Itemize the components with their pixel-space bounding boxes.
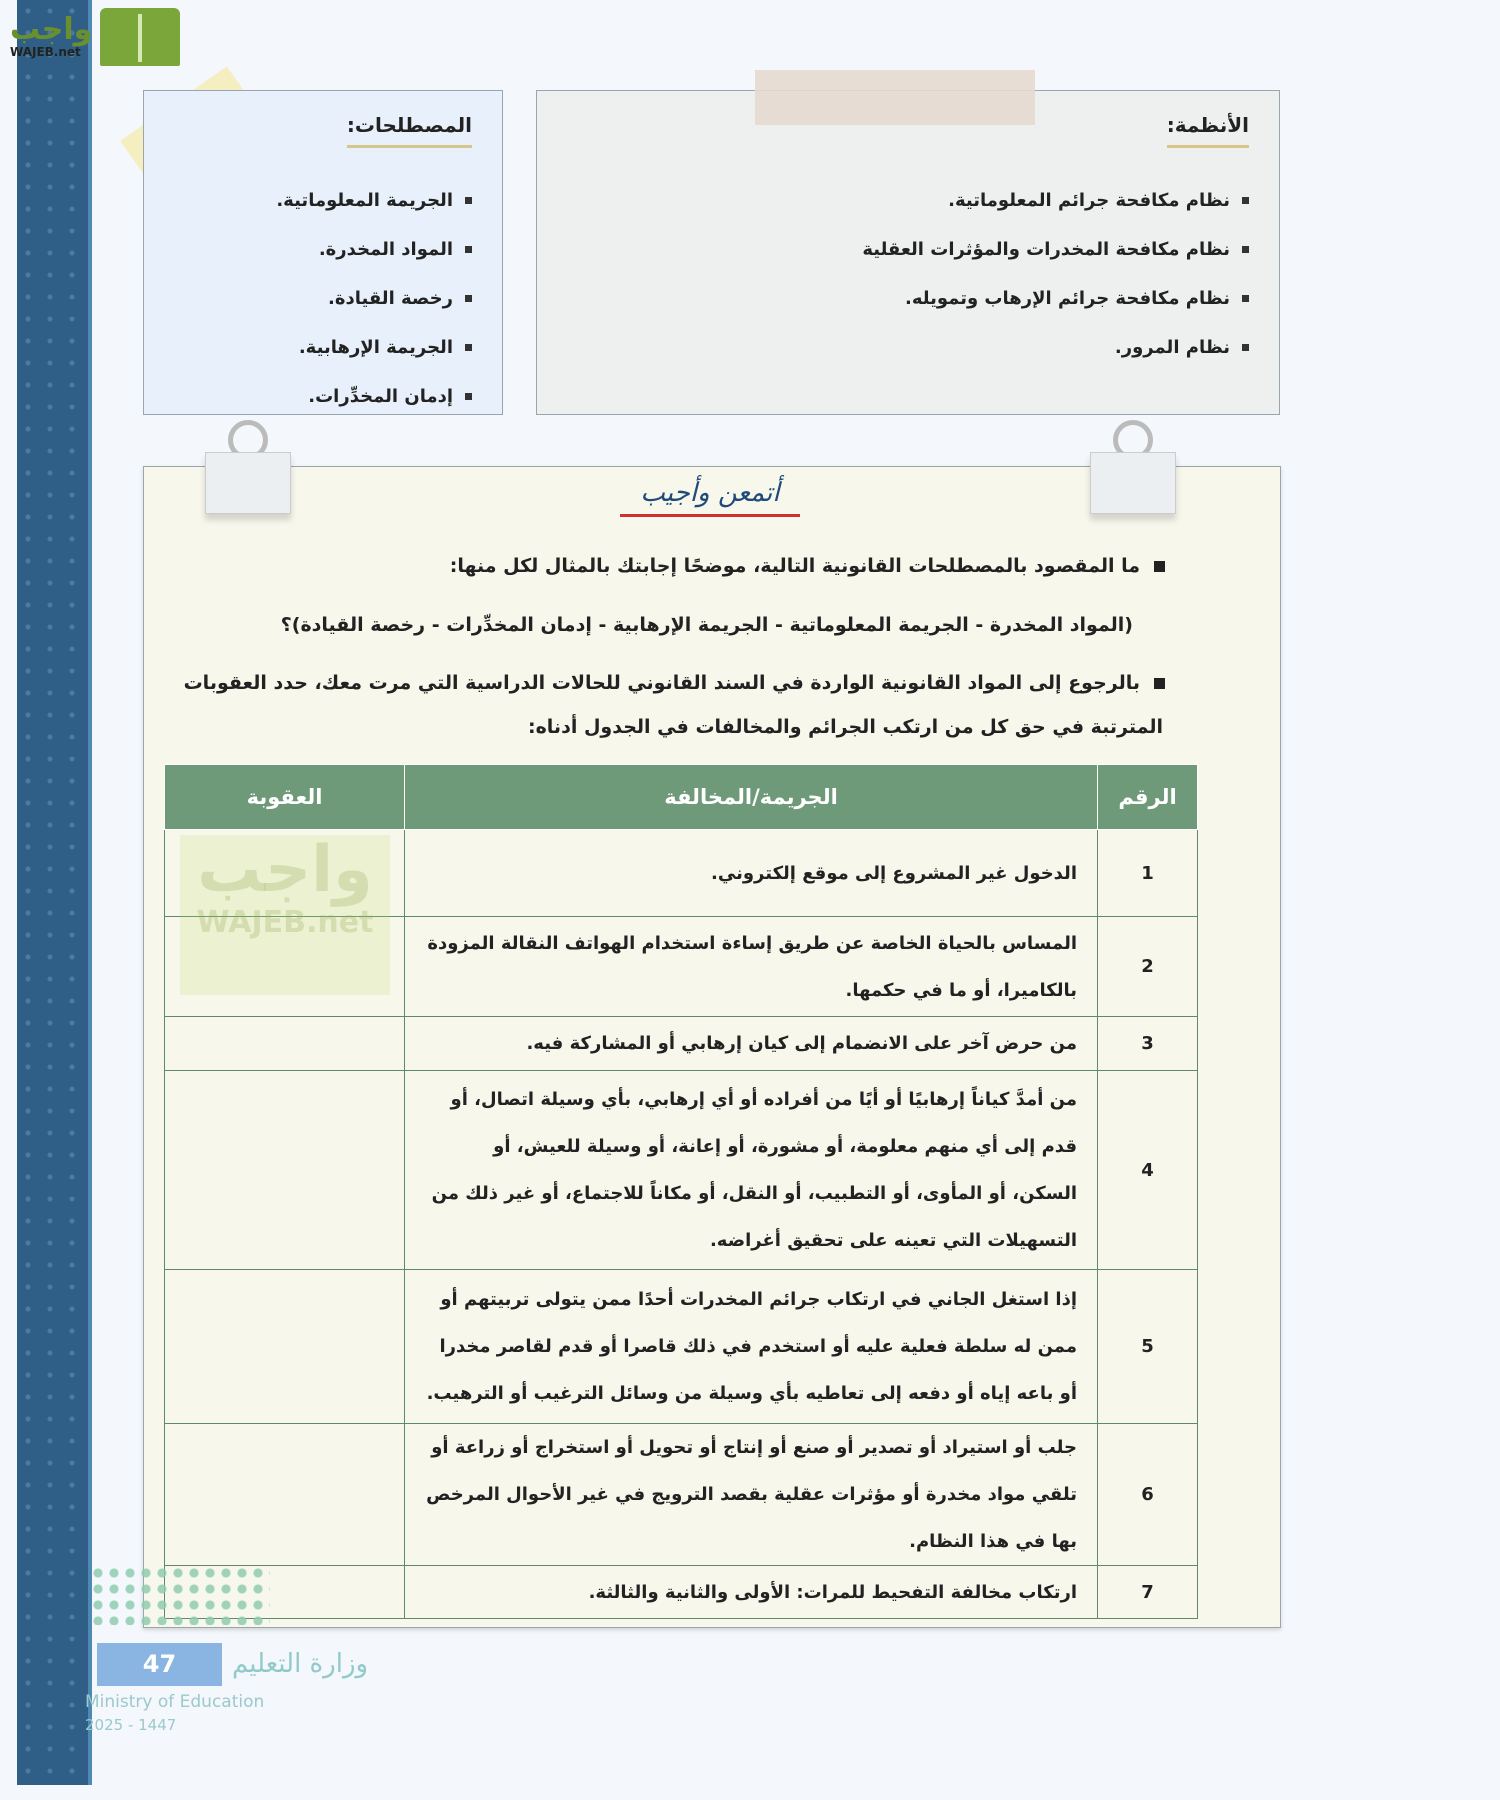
binder-clip-icon	[205, 420, 291, 520]
header-number: الرقم	[1098, 765, 1198, 830]
row-number: 3	[1098, 1017, 1198, 1071]
term-item: المواد المخدرة.	[144, 225, 472, 274]
row-number: 5	[1098, 1270, 1198, 1424]
watermark-subtext: WAJEB.net	[196, 905, 374, 940]
term-item: الجريمة المعلوماتية.	[144, 176, 472, 225]
ministry-dots-logo	[90, 1565, 270, 1625]
system-item: نظام المرور.	[537, 323, 1249, 372]
row-number: 2	[1098, 917, 1198, 1017]
row-number: 4	[1098, 1071, 1198, 1270]
question-2-text: بالرجوع إلى المواد القانونية الواردة في السند القانوني للحالات الدراسية التي مرت معك، حدد العقوبات	[183, 672, 1140, 694]
header-penalty: العقوبة	[165, 765, 405, 830]
row-crime: إذا استغل الجاني في ارتكاب جرائم المخدرات أحدًا ممن يتولى تربيتهم أو ممن له سلطة فعلية عليه أو استخدم في ذلك قاصرا أو قدم لقاصر مخدرا أو باعه إياه أو دفعه إلى تعاطيه بأي وسيلة من وسائل الترغيب أو الترهيب.	[405, 1270, 1098, 1424]
systems-box	[536, 90, 1280, 415]
row-number: 7	[1098, 1566, 1198, 1619]
book-icon	[100, 8, 180, 66]
watermark-text: واجب	[197, 833, 373, 907]
row-penalty-cell[interactable]	[165, 1270, 405, 1424]
row-crime: جلب أو استيراد أو تصدير أو صنع أو إنتاج أو تحويل أو استخراج أو زراعة أو تلقي مواد مخدرة أو مؤثرات عقلية بقصد الترويج في غير الأحوال المرخص بها في هذا النظام.	[405, 1424, 1098, 1566]
table-row	[165, 1566, 1198, 1619]
question-1-text: ما المقصود بالمصطلحات القانونية التالية، موضحًا إجابتك بالمثال لكل منها:	[449, 555, 1140, 577]
bullet-icon	[1154, 561, 1165, 572]
ministry-arabic: وزارة التعليم	[232, 1649, 369, 1679]
term-item: الجريمة الإرهابية.	[144, 323, 472, 372]
question-2-line2: المترتبة في حق كل من ارتكب الجرائم والمخالفات في الجدول أدناه:	[527, 716, 1163, 738]
row-number: 1	[1098, 830, 1198, 917]
question-1-terms: (المواد المخدرة - الجريمة المعلوماتية - الجريمة الإرهابية - إدمان المخدِّرات - رخصة القيادة)؟	[280, 614, 1133, 636]
watermark	[175, 835, 395, 941]
system-item: نظام مكافحة جرائم الإرهاب وتمويله.	[537, 274, 1249, 323]
row-crime: من حرض آخر على الانضمام إلى كيان إرهابي أو المشاركة فيه.	[405, 1017, 1098, 1071]
row-crime: الدخول غير المشروع إلى موقع إلكتروني.	[405, 830, 1098, 917]
row-penalty-cell[interactable]	[165, 1424, 405, 1566]
row-crime: المساس بالحياة الخاصة عن طريق إساءة استخدام الهواتف النقالة المزودة بالكاميرا، أو ما في حكمها.	[405, 917, 1098, 1017]
row-number: 6	[1098, 1424, 1198, 1566]
system-item: نظام مكافحة جرائم المعلوماتية.	[537, 176, 1249, 225]
bullet-icon	[1154, 678, 1165, 689]
term-item: إدمان المخدِّرات.	[144, 372, 472, 421]
row-penalty-cell[interactable]	[165, 1071, 405, 1270]
binder-clip-icon	[1090, 420, 1176, 520]
page-number: 47	[97, 1643, 222, 1686]
logo-subtext: WAJEB.net	[10, 45, 81, 59]
ministry-year: 2025 - 1447	[85, 1716, 177, 1734]
term-item: رخصة القيادة.	[144, 274, 472, 323]
question-1	[450, 555, 1165, 577]
system-item: نظام مكافحة المخدرات والمؤثرات العقلية	[537, 225, 1249, 274]
decorative-side-strip	[17, 0, 92, 1785]
table-row	[165, 1270, 1198, 1424]
table-row	[165, 1424, 1198, 1566]
table-row	[165, 1017, 1198, 1071]
terms-box	[143, 90, 503, 415]
systems-heading: الأنظمة:	[1167, 113, 1249, 148]
tape-decoration	[755, 70, 1035, 125]
header-crime: الجريمة/المخالفة	[405, 765, 1098, 830]
table-row	[165, 1071, 1198, 1270]
question-2	[184, 672, 1165, 694]
logo-text: واجب	[10, 12, 93, 47]
row-crime: ارتكاب مخالفة التفحيط للمرات: الأولى والثانية والثالثة.	[405, 1566, 1098, 1619]
ministry-english: Ministry of Education	[85, 1692, 265, 1712]
terms-heading: المصطلحات:	[347, 113, 472, 148]
row-crime: من أمدَّ كياناً إرهابيًا أو أيًا من أفراده أو أي إرهابي، بأي وسيلة اتصال، أو قدم إلى أي منهم معلومة، أو مشورة، أو إعانة، أو وسيلة للعيش، أو السكن، أو المأوى، أو التطبيب، أو النقل، أو مكاناً للاجتماع، أو غير ذلك من التسهيلات التي تعينه على تحقيق أغراضه.	[405, 1071, 1098, 1270]
row-penalty-cell[interactable]	[165, 1017, 405, 1071]
activity-title: أتمعن وأجيب	[620, 478, 800, 517]
wajeb-logo[interactable]	[10, 8, 180, 66]
